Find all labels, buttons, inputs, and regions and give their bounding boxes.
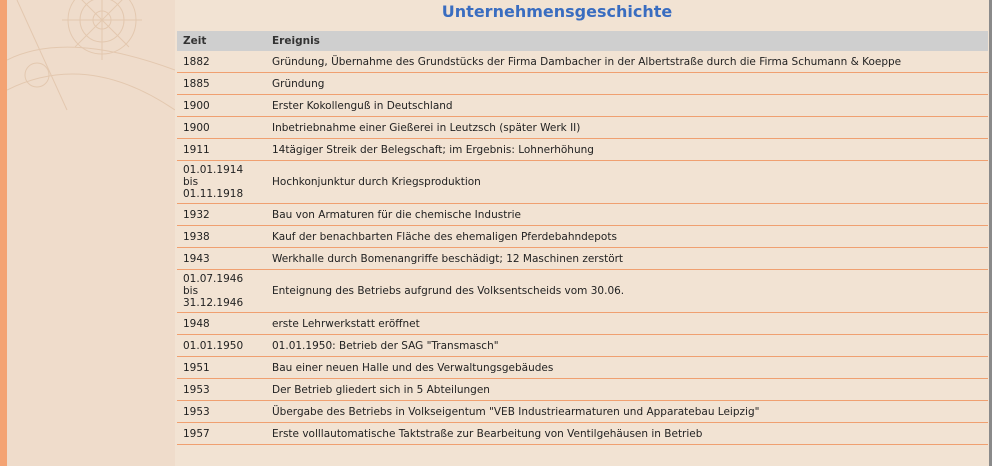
zeit-cell: 1957	[177, 423, 266, 445]
zeit-cell	[177, 161, 266, 204]
zeit-separator: bis	[183, 285, 199, 297]
table-row	[177, 139, 988, 161]
ereignis-cell: 14tägiger Streik der Belegschaft; im Ergebnis: Lohnerhöhung	[266, 139, 988, 161]
table-row	[177, 423, 988, 445]
zeit-cell: 1900	[177, 117, 266, 139]
zeit-cell: 1900	[177, 95, 266, 117]
ereignis-cell: Erster Kokollenguß in Deutschland	[266, 95, 988, 117]
table-row	[177, 379, 988, 401]
zeit-cell: 01.01.1950	[177, 335, 266, 357]
zeit-cell	[177, 270, 266, 313]
table-row	[177, 270, 988, 313]
table-row	[177, 73, 988, 95]
ereignis-cell: erste Lehrwerkstatt eröffnet	[266, 313, 988, 335]
gear-watermark-icon	[7, 0, 175, 466]
ereignis-cell: 01.01.1950: Betrieb der SAG "Transmasch"	[266, 335, 988, 357]
zeit-separator: bis	[183, 176, 199, 188]
ereignis-cell: Kauf der benachbarten Fläche des ehemaligen Pferdebahndepots	[266, 226, 988, 248]
ereignis-cell: Hochkonjunktur durch Kriegsproduktion	[266, 161, 988, 204]
history-table	[177, 31, 988, 445]
ereignis-cell: Gründung	[266, 73, 988, 95]
page-title: Unternehmensgeschichte	[441, 2, 673, 21]
decorative-side-panel	[7, 0, 175, 466]
column-header-zeit: Zeit	[177, 31, 266, 51]
ereignis-cell: Werkhalle durch Bomenangriffe beschädigt; 12 Maschinen zerstört	[266, 248, 988, 270]
table-row	[177, 51, 988, 73]
zeit-from: 01.01.1914	[183, 164, 244, 176]
main-content	[175, 0, 989, 466]
table-row	[177, 117, 988, 139]
table-row	[177, 401, 988, 423]
zeit-cell: 1953	[177, 379, 266, 401]
table-row	[177, 313, 988, 335]
ereignis-cell: Bau einer neuen Halle und des Verwaltungsgebäudes	[266, 357, 988, 379]
zeit-cell: 1948	[177, 313, 266, 335]
ereignis-cell: Inbetriebnahme einer Gießerei in Leutzsch (später Werk II)	[266, 117, 988, 139]
column-header-ereignis: Ereignis	[266, 31, 988, 51]
table-row	[177, 357, 988, 379]
ereignis-cell: Gründung, Übernahme des Grundstücks der Firma Dambacher in der Albertstraße durch die Firma Schumann & Koeppe	[266, 51, 988, 73]
zeit-cell: 1943	[177, 248, 266, 270]
zeit-from: 01.07.1946	[183, 273, 244, 285]
ereignis-cell: Der Betrieb gliedert sich in 5 Abteilungen	[266, 379, 988, 401]
table-row	[177, 95, 988, 117]
zeit-cell: 1932	[177, 204, 266, 226]
zeit-cell: 1951	[177, 357, 266, 379]
table-header-row	[177, 31, 988, 51]
ereignis-cell: Enteignung des Betriebs aufgrund des Volksentscheids vom 30.06.	[266, 270, 988, 313]
zeit-to: 31.12.1946	[183, 297, 244, 309]
zeit-cell: 1882	[177, 51, 266, 73]
table-row	[177, 226, 988, 248]
zeit-to: 01.11.1918	[183, 188, 244, 200]
table-row	[177, 204, 988, 226]
ereignis-cell: Übergabe des Betriebs in Volkseigentum "VEB Industriearmaturen und Apparatebau Leipzig"	[266, 401, 988, 423]
zeit-cell: 1953	[177, 401, 266, 423]
zeit-cell: 1911	[177, 139, 266, 161]
left-accent-stripe	[0, 0, 7, 466]
ereignis-cell: Bau von Armaturen für die chemische Industrie	[266, 204, 988, 226]
table-row	[177, 248, 988, 270]
table-row	[177, 335, 988, 357]
table-row	[177, 161, 988, 204]
ereignis-cell: Erste volllautomatische Taktstraße zur Bearbeitung von Ventilgehäusen in Betrieb	[266, 423, 988, 445]
zeit-cell: 1938	[177, 226, 266, 248]
zeit-cell: 1885	[177, 73, 266, 95]
